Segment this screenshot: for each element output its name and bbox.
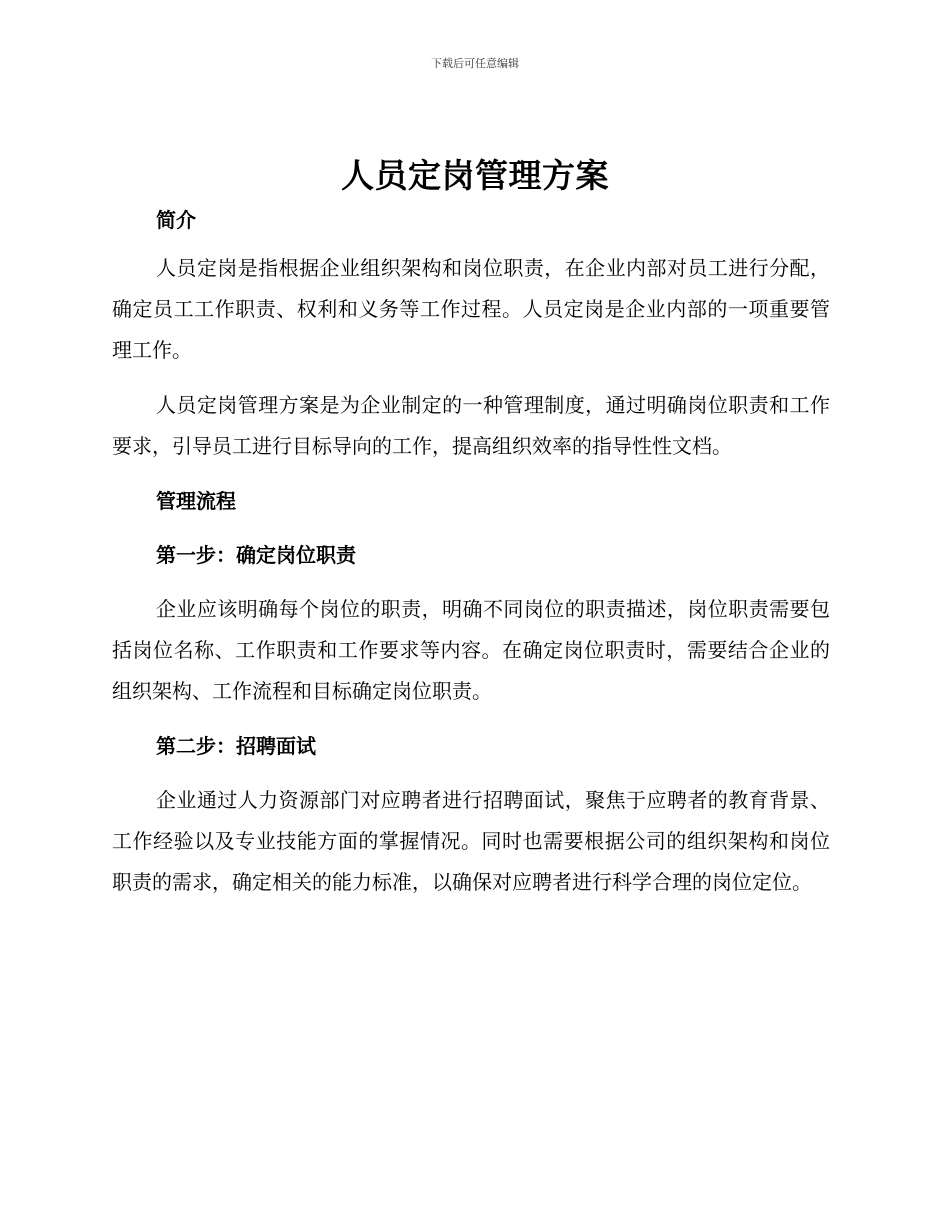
intro-paragraph-1: 人员定岗是指根据企业组织架构和岗位职责，在企业内部对员工进行分配，确定员工工作职责、权利和义务等工作过程。人员定岗是企业内部的一项重要管理工作。 bbox=[112, 256, 830, 362]
intro-paragraph-2: 人员定岗管理方案是为企业制定的一种管理制度，通过明确岗位职责和工作要求，引导员工进行目标导向的工作，提高组织效率的指导性性文档。 bbox=[112, 393, 830, 458]
process-heading: 管理流程 bbox=[156, 489, 236, 513]
step1-heading: 第一步：确定岗位职责 bbox=[156, 543, 356, 567]
step2-heading: 第二步：招聘面试 bbox=[156, 734, 316, 758]
document-title: 人员定岗管理方案 bbox=[341, 156, 609, 195]
intro-heading: 简介 bbox=[156, 208, 196, 232]
step1-paragraph: 企业应该明确每个岗位的职责，明确不同岗位的职责描述，岗位职责需要包括岗位名称、工作职责和工作要求等内容。在确定岗位职责时，需要结合企业的组织架构、工作流程和目标确定岗位职责。 bbox=[112, 597, 830, 703]
document-body bbox=[112, 200, 830, 903]
step2-paragraph: 企业通过人力资源部门对应聘者进行招聘面试，聚焦于应聘者的教育背景、工作经验以及专业技能方面的掌握情况。同时也需要根据公司的组织架构和岗位职责的需求，确定相关的能力标准，以确保对应聘者进行科学合理的岗位定位。 bbox=[112, 788, 830, 894]
header-note: 下载后可任意编辑 bbox=[431, 57, 519, 70]
